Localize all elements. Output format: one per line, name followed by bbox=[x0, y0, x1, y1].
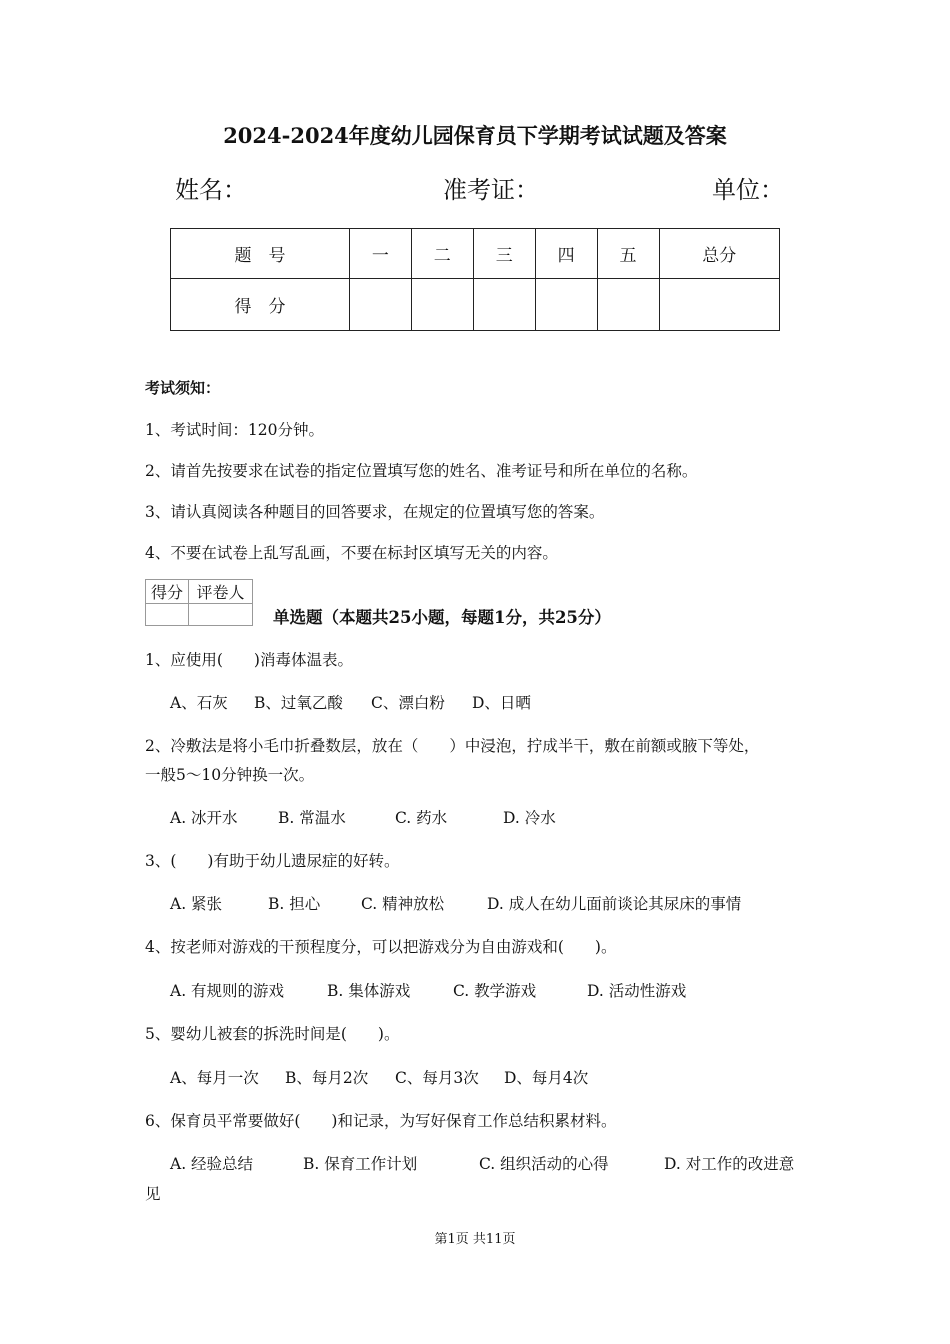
option: A. 有规则的游戏 bbox=[170, 982, 285, 1000]
score-header-cell: 二 bbox=[411, 229, 473, 279]
option: B. 常温水 bbox=[278, 809, 346, 827]
option: C、每月3次 bbox=[395, 1069, 479, 1087]
option: C、漂白粉 bbox=[371, 694, 445, 712]
option: A. 冰开水 bbox=[170, 809, 238, 827]
score-cell bbox=[411, 279, 473, 331]
question-stem: 3、( )有助于幼儿遗尿症的好转。 bbox=[145, 852, 400, 870]
page-footer: 第1页 共11页 bbox=[434, 1232, 516, 1247]
note-item: 4、不要在试卷上乱写乱画，不要在标封区填写无关的内容。 bbox=[145, 544, 558, 562]
score-header-cell: 四 bbox=[535, 229, 597, 279]
option: D. 对工作的改进意 bbox=[664, 1155, 795, 1173]
question-options bbox=[170, 979, 686, 1001]
section-title: 单选题（本题共25小题，每题1分，共25分） bbox=[273, 608, 611, 627]
option: C. 精神放松 bbox=[361, 895, 445, 913]
score-cell bbox=[349, 279, 411, 331]
option: B. 担心 bbox=[268, 895, 321, 913]
note-item: 2、请首先按要求在试卷的指定位置填写您的姓名、准考证号和所在单位的名称。 bbox=[145, 462, 698, 480]
question-stem: 2、冷敷法是将小毛巾折叠数层，放在（ ）中浸泡，拧成半干，敷在前额或腋下等处， bbox=[145, 737, 760, 755]
unit-label: 单位： bbox=[712, 176, 784, 204]
score-header-cell: 三 bbox=[473, 229, 535, 279]
question-options bbox=[170, 806, 556, 828]
option: D、每月4次 bbox=[504, 1069, 589, 1087]
option: B、过氧乙酸 bbox=[254, 694, 343, 712]
name-label: 姓名： bbox=[175, 176, 247, 204]
option: B、每月2次 bbox=[285, 1069, 369, 1087]
question-stem: 5、婴幼儿被套的拆洗时间是( )。 bbox=[145, 1025, 400, 1043]
note-item: 1、考试时间：120分钟。 bbox=[145, 421, 324, 439]
question-options bbox=[170, 1152, 794, 1174]
grader-score-cell bbox=[146, 604, 189, 626]
score-table-header-row bbox=[171, 229, 780, 279]
grader-reviewer-cell bbox=[189, 604, 253, 626]
score-table bbox=[170, 228, 780, 331]
option: A. 紧张 bbox=[170, 895, 223, 913]
score-header-cell: 题 号 bbox=[171, 229, 350, 279]
notes-heading: 考试须知： bbox=[145, 379, 221, 397]
score-header-cell: 一 bbox=[349, 229, 411, 279]
page-title: 2024-2024年度幼儿园保育员下学期考试试题及答案 bbox=[223, 123, 727, 148]
option: D. 成人在幼儿面前谈论其尿床的事情 bbox=[487, 895, 742, 913]
option: A、石灰 bbox=[170, 694, 228, 712]
option: A、每月一次 bbox=[170, 1069, 259, 1087]
score-row-label: 得 分 bbox=[171, 279, 350, 331]
option: D. 冷水 bbox=[503, 809, 556, 827]
score-cell bbox=[535, 279, 597, 331]
grader-box bbox=[145, 579, 253, 626]
question-stem-continued: 一般5～10分钟换一次。 bbox=[145, 766, 315, 784]
grader-reviewer-label: 评卷人 bbox=[189, 580, 253, 604]
option: C. 教学游戏 bbox=[453, 982, 537, 1000]
option: B. 保育工作计划 bbox=[303, 1155, 418, 1173]
score-cell bbox=[597, 279, 659, 331]
exam-id-label: 准考证： bbox=[443, 176, 539, 204]
question-stem: 4、按老师对游戏的干预程度分，可以把游戏分为自由游戏和( )。 bbox=[145, 938, 617, 956]
question-stem: 6、保育员平常要做好( )和记录，为写好保育工作总结积累材料。 bbox=[145, 1112, 617, 1130]
score-table-score-row bbox=[171, 279, 780, 331]
option: C. 组织活动的心得 bbox=[479, 1155, 609, 1173]
score-header-cell: 总分 bbox=[659, 229, 779, 279]
option: D. 活动性游戏 bbox=[587, 982, 687, 1000]
score-cell bbox=[659, 279, 779, 331]
note-item: 3、请认真阅读各种题目的回答要求，在规定的位置填写您的答案。 bbox=[145, 503, 605, 521]
question-options bbox=[170, 1066, 588, 1088]
option: A. 经验总结 bbox=[170, 1155, 254, 1173]
question-options bbox=[170, 892, 741, 914]
option: C. 药水 bbox=[395, 809, 448, 827]
question-stem: 1、应使用( )消毒体温表。 bbox=[145, 651, 353, 669]
score-header-cell: 五 bbox=[597, 229, 659, 279]
option: B. 集体游戏 bbox=[327, 982, 411, 1000]
option: D、日晒 bbox=[472, 694, 531, 712]
question-options bbox=[170, 691, 531, 713]
option-continued: 见 bbox=[145, 1185, 161, 1203]
grader-score-label: 得分 bbox=[146, 580, 189, 604]
score-cell bbox=[473, 279, 535, 331]
